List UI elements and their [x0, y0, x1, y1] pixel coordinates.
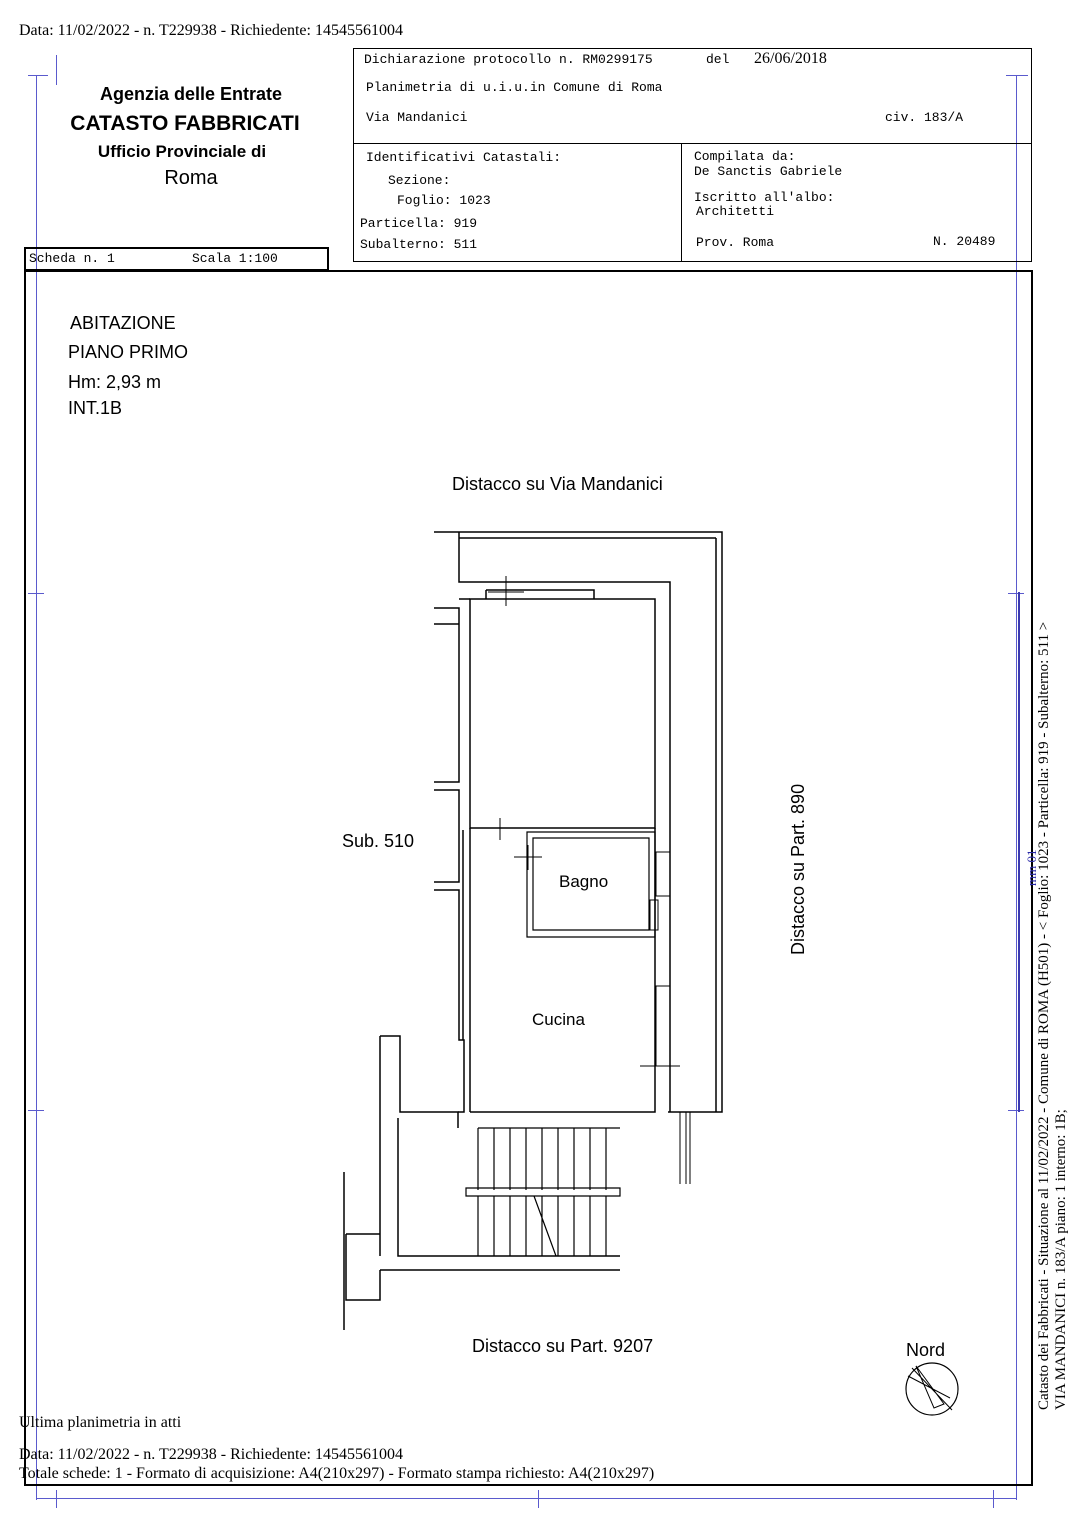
compass-needle [908, 1366, 952, 1410]
agency-line-2: CATASTO FABBRICATI [70, 112, 300, 135]
albo-value: Architetti [696, 204, 775, 219]
label-bath: Bagno [559, 872, 609, 891]
unit-height: Hm: 2,93 m [68, 372, 162, 392]
label-east-side: Distacco su Part. 890 [788, 783, 808, 955]
province: Prov. Roma [696, 235, 775, 250]
staircase [478, 1128, 620, 1190]
east-drain [680, 1112, 690, 1184]
label-kitchen: Cucina [532, 1010, 585, 1029]
compiled-heading: Compilata da: [694, 149, 796, 164]
side-mark: mm 01 [1024, 849, 1039, 886]
plan-title: Planimetria di u.i.u.in Comune di Roma [366, 80, 663, 95]
civic-number: civ. 183/A [885, 110, 964, 125]
unit-floor: PIANO PRIMO [68, 342, 189, 362]
footer-formats: Totale schede: 1 - Formato di acquisizione: A4(210x297) - Formato stampa richiesto: A4(210x297) [19, 1465, 655, 1482]
courtyard-wall [344, 1036, 620, 1330]
unit-type: ABITAZIONE [70, 313, 176, 333]
protocol-del: del [706, 52, 730, 67]
label-north-side: Distacco su Via Mandanici [452, 474, 663, 494]
identifier-subalterno: Subalterno: 511 [360, 237, 478, 252]
label-west-side: Sub. 510 [342, 831, 415, 851]
identifiers-heading: Identificativi Catastali: [366, 150, 562, 165]
agency-line-3: Ufficio Provinciale di [97, 142, 267, 161]
side-address-line: VIA MANDANICI n. 183/A piano: 1 interno: 1B; [1053, 1109, 1069, 1410]
label-south-side: Distacco su Part. 9207 [472, 1336, 654, 1356]
scheda-scale: Scala 1:100 [192, 251, 278, 266]
west-wall [434, 608, 464, 1112]
scheda-number: Scheda n. 1 [29, 251, 115, 266]
label-north-arrow: Nord [906, 1340, 946, 1360]
unit-interior: INT.1B [68, 398, 123, 418]
outer-wall-inner [459, 532, 716, 1112]
identifier-foglio: Foglio: 1023 [397, 193, 491, 208]
agency-line-1: Agenzia delle Entrate [99, 84, 283, 104]
compiled-name: De Sanctis Gabriele [694, 164, 843, 179]
protocol-number: Dichiarazione protocollo n. RM0299175 [364, 52, 653, 67]
footer-date-line: Data: 11/02/2022 - n. T229938 - Richiedente: 14545561004 [19, 1446, 403, 1463]
staircase-lower [478, 1196, 606, 1256]
register-number: N. 20489 [933, 234, 996, 249]
room-main-outer [459, 599, 655, 1112]
header-request-line: Data: 11/02/2022 - n. T229938 - Richiedente: 14545561004 [19, 22, 403, 39]
protocol-date: 26/06/2018 [754, 50, 827, 67]
room-main [470, 599, 655, 828]
identifier-particella: Particella: 919 [360, 216, 478, 231]
footer-last-plan: Ultima planimetria in atti [19, 1414, 182, 1431]
identifier-sezione: Sezione: [388, 173, 451, 188]
staircase-landing [466, 1188, 620, 1196]
street-name: Via Mandanici [366, 110, 468, 125]
room-main-top [486, 590, 594, 599]
agency-line-4: Roma [164, 167, 218, 189]
albo-heading: Iscritto all'albo: [694, 190, 835, 205]
side-situation-line: Catasto dei Fabbricati - Situazione al 11/02/2022 - Comune di ROMA (H501) - < Foglio: 1023 - Particella: 919 - Subalterno: 511 > [1036, 621, 1052, 1410]
